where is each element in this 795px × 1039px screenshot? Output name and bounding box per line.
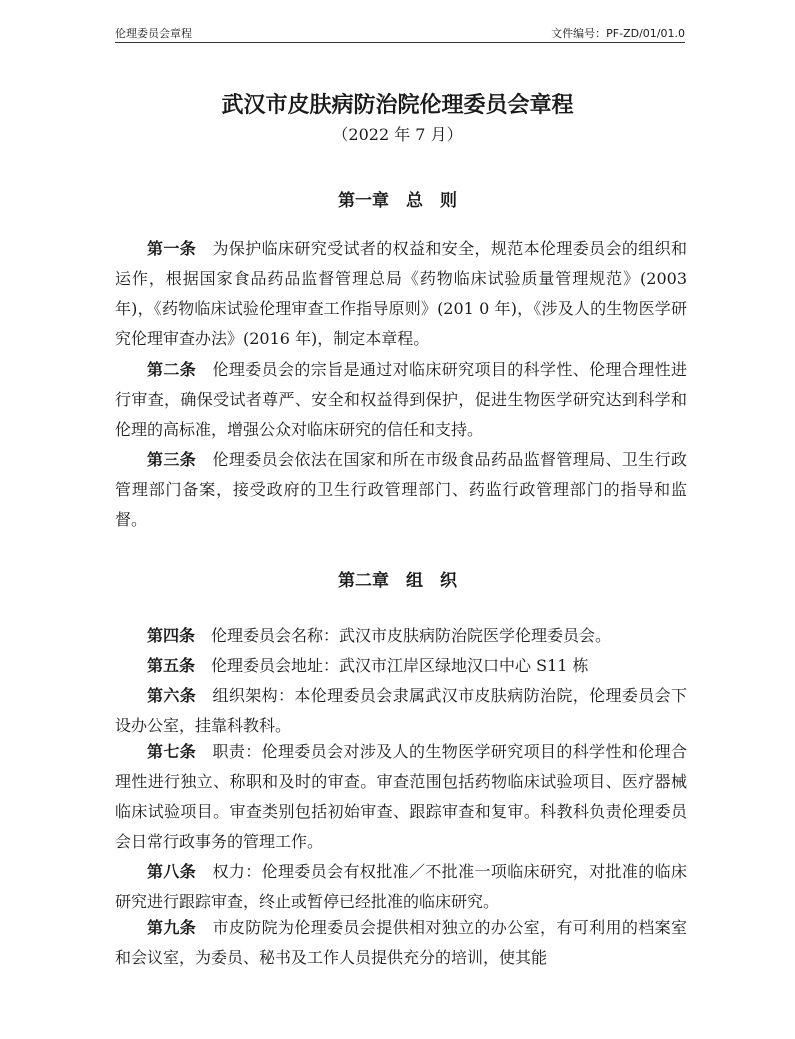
article-4: [115, 621, 687, 651]
article-text: 伦理委员会的宗旨是通过对临床研究项目的科学性、伦理合理性进行审查，确保受试者尊严、安全和权益得到保护，促进生物医学研究达到科学和伦理的高标准，增强公众对临床研究的信任和支持。: [115, 360, 687, 439]
article-label: 第八条: [147, 862, 197, 881]
article-text: 伦理委员会名称：武汉市皮肤病防治院医学伦理委员会。: [211, 626, 612, 645]
article-8: [115, 857, 687, 917]
document-date: （2022 年 7 月）: [332, 125, 463, 144]
chapter-2-heading: 第二章 组 织: [338, 571, 457, 591]
article-1: [115, 234, 687, 354]
article-label: 第四条: [147, 626, 196, 645]
article-label: 第六条: [147, 686, 197, 705]
article-label: 第二条: [147, 360, 197, 379]
article-7: [115, 737, 687, 857]
article-text: 组织架构：本伦理委员会隶属武汉市皮肤病防治院，伦理委员会下设办公室，挂靠科教科。: [115, 686, 687, 735]
article-3: [115, 445, 687, 535]
page-header: [115, 20, 685, 43]
header-doc-number: 文件编号：PF-ZD/01/01.0: [551, 27, 685, 40]
article-label: 第一条: [147, 239, 197, 258]
article-text: 伦理委员会地址：武汉市江岸区绿地汉口中心 S11 栋: [211, 656, 589, 675]
header-doc-name: 伦理委员会章程: [115, 27, 192, 40]
article-text: 职责：伦理委员会对涉及人的生物医学研究项目的科学性和伦理合理性进行独立、称职和及时的审查。审查范围包括药物临床试验项目、医疗器械临床试验项目。审查类别包括初始审查、跟踪审查和复审。科教科负责伦理委员会日常行政事务的管理工作。: [115, 742, 687, 851]
article-text: 市皮防院为伦理委员会提供相对独立的办公室，有可利用的档案室和会议室，为委员、秘书及工作人员提供充分的培训，使其能: [115, 918, 687, 967]
document-title: 武汉市皮肤病防治院伦理委员会章程: [221, 93, 574, 118]
article-label: 第九条: [147, 918, 197, 937]
article-9: [115, 913, 687, 973]
article-label: 第五条: [147, 656, 196, 675]
article-label: 第三条: [147, 450, 197, 469]
article-6: [115, 681, 687, 741]
article-text: 权力：伦理委员会有权批准／不批准一项临床研究，对批准的临床研究进行跟踪审查，终止或暂停已经批准的临床研究。: [115, 862, 687, 911]
article-text: 为保护临床研究受试者的权益和安全，规范本伦理委员会的组织和运作，根据国家食品药品监督管理总局《药物临床试验质量管理规范》(2003 年)，《药物临床试验伦理审查工作指导原则》(201 0 年)，《涉及人的生物医学研究伦理审查办法》(2016 年)，制定本章程。: [115, 239, 687, 348]
article-label: 第七条: [147, 742, 197, 761]
article-5: [115, 651, 687, 681]
article-text: 伦理委员会依法在国家和所在市级食品药品监督管理局、卫生行政管理部门备案，接受政府的卫生行政管理部门、药监行政管理部门的指导和监督。: [115, 450, 687, 529]
chapter-1-heading: 第一章 总 则: [338, 191, 457, 211]
article-2: [115, 355, 687, 445]
